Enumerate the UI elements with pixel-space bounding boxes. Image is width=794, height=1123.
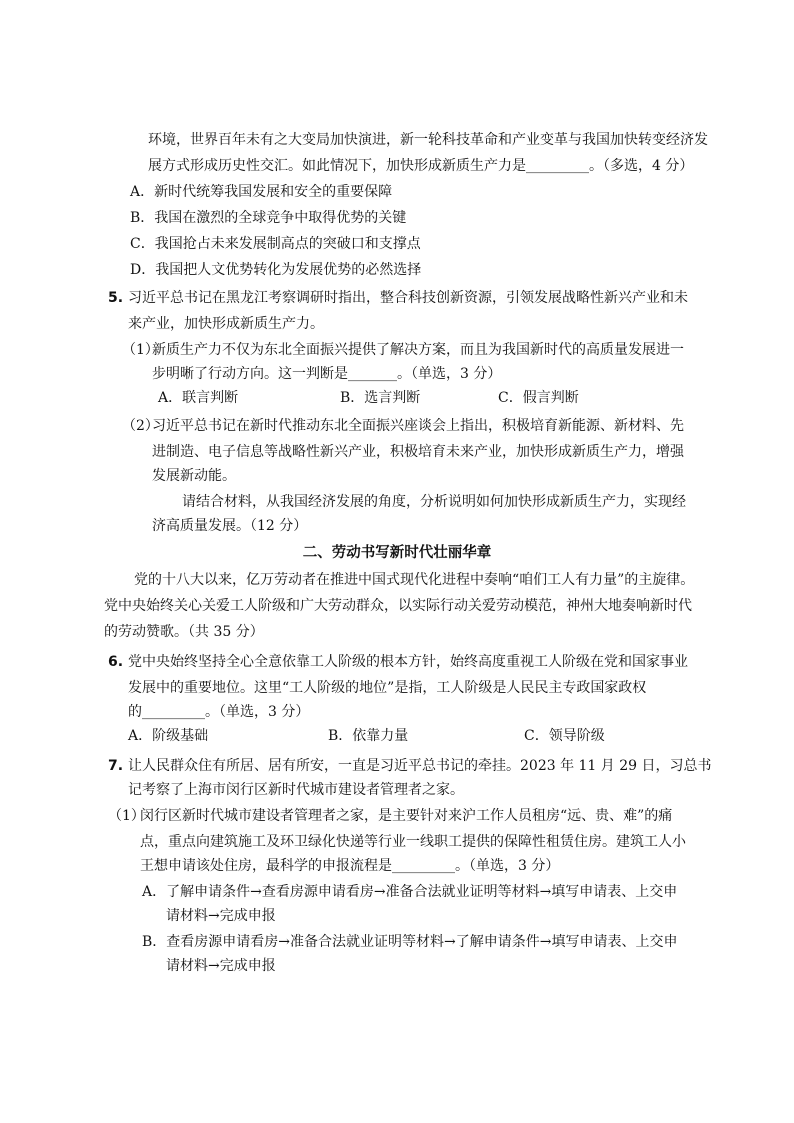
q5-sub2-line-1: 习近平总书记在新时代推动东北全面振兴座谈会上指出，积极培育新能源、新材料、先 (152, 418, 684, 434)
section-2-intro-line-1: 党的十八大以来，亿万劳动者在推进中国式现代化进程中奏响“咱们工人有力量”的主旋律。 (134, 572, 695, 588)
section-2-intro-line-2: 党中央始终关心关爱工人阶级和广大劳动群众，以实际行动关爱劳动模范，神州大地奏响新时代 (104, 598, 692, 614)
q5-sub2-label: （2） (122, 418, 159, 434)
q4-option-a: A．新时代统筹我国发展和安全的重要保障 (130, 184, 393, 200)
q5-sub1-option-c: C．假言判断 (498, 390, 579, 406)
q6-option-c: C．领导阶级 (524, 728, 605, 744)
q7-sub1-option-b-line-2: 请材料→完成申报 (166, 958, 276, 974)
q5-number: 5. (108, 290, 124, 306)
q7-sub1-line-3: 王想申请该处住房，最科学的申报流程是_________。（单选，3 分） (140, 858, 560, 874)
q5-stem-line-1: 习近平总书记在黑龙江考察调研时指出，整合科技创新资源，引领发展战略性新兴产业和未 (128, 290, 688, 306)
q7-stem-line-1: 让人民群众住有所居、居有所安，一直是习近平总书记的牵挂。2023 年 11 月 29 日，习总书 (128, 758, 712, 774)
q4-option-d: D．我国把人文优势转化为发展优势的必然选择 (130, 262, 422, 278)
q7-sub1-label: （1） (108, 808, 145, 824)
q7-stem-line-2: 记考察了上海市闵行区新时代城市建设者管理者之家。 (128, 782, 464, 798)
q5-sub2-line-4: 请结合材料，从我国经济发展的角度，分析说明如何加快形成新质生产力，实现经 (182, 494, 686, 510)
q4-option-c: C．我国抢占未来发展制高点的突破口和支撑点 (130, 236, 421, 252)
section-2-title: 二、劳动书写新时代壮丽华章 (302, 545, 492, 561)
q5-sub1-label: （1） (122, 342, 159, 358)
q5-stem-line-2: 来产业，加快形成新质生产力。 (128, 316, 324, 332)
q6-option-a: A．阶级基础 (128, 728, 209, 744)
q4-stem-line-1: 环境，世界百年未有之大变局加快演进，新一轮科技革命和产业变革与我国加快转变经济发 (148, 132, 708, 148)
q5-sub2-line-3: 发展新动能。 (152, 468, 236, 484)
q6-number: 6. (108, 654, 124, 670)
q5-sub1-option-b: B．选言判断 (340, 390, 421, 406)
q6-option-b: B．依靠力量 (328, 728, 409, 744)
q6-stem-line-1: 党中央始终坚持全心全意依靠工人阶级的根本方针，始终高度重视工人阶级在党和国家事业 (128, 654, 688, 670)
q7-sub1-line-1: 闵行区新时代城市建设者管理者之家，是主要针对来沪工作人员租房“远、贵、难”的痛 (140, 808, 673, 824)
q4-stem-line-2: 展方式形成历史性交汇。如此情况下，加快形成新质生产力是_________。（多选，4 分） (148, 158, 694, 174)
q7-sub1-line-2: 点，重点向建筑施工及环卫绿化快递等行业一线职工提供的保障性租赁住房。建筑工人小 (140, 834, 686, 850)
q5-sub1-option-a: A．联言判断 (158, 390, 239, 406)
q7-sub1-option-b-line-1: B．查看房源申请看房→准备合法就业证明等材料→了解申请条件→填写申请表、上交申 (142, 934, 678, 950)
q5-sub1-line-1: 新质生产力不仅为东北全面振兴提供了解决方案，而且为我国新时代的高质量发展进一 (152, 342, 684, 358)
q5-sub1-line-2: 步明晰了行动方向。这一判断是_______。（单选，3 分） (152, 366, 502, 382)
section-2-intro-line-3: 的劳动赞歌。（共 35 分） (104, 624, 264, 640)
q7-number: 7. (108, 758, 124, 774)
q5-sub2-line-2: 进制造、电子信息等战略性新兴产业，积极培育未来产业，加快形成新质生产力，增强 (152, 444, 684, 460)
q7-sub1-option-a-line-1: A．了解申请条件→查看房源申请看房→准备合法就业证明等材料→填写申请表、上交申 (142, 884, 678, 900)
q5-sub2-line-5: 济高质量发展。（12 分） (152, 518, 308, 534)
q7-sub1-option-a-line-2: 请材料→完成申报 (166, 908, 276, 924)
q6-stem-line-3: 的_________。（单选，3 分） (128, 704, 310, 720)
q6-stem-line-2: 发展中的重要地位。这里“工人阶级的地位”是指，工人阶级是人民民主专政国家政权 (128, 680, 647, 696)
q4-option-b: B．我国在激烈的全球竞争中取得优势的关键 (130, 210, 407, 226)
